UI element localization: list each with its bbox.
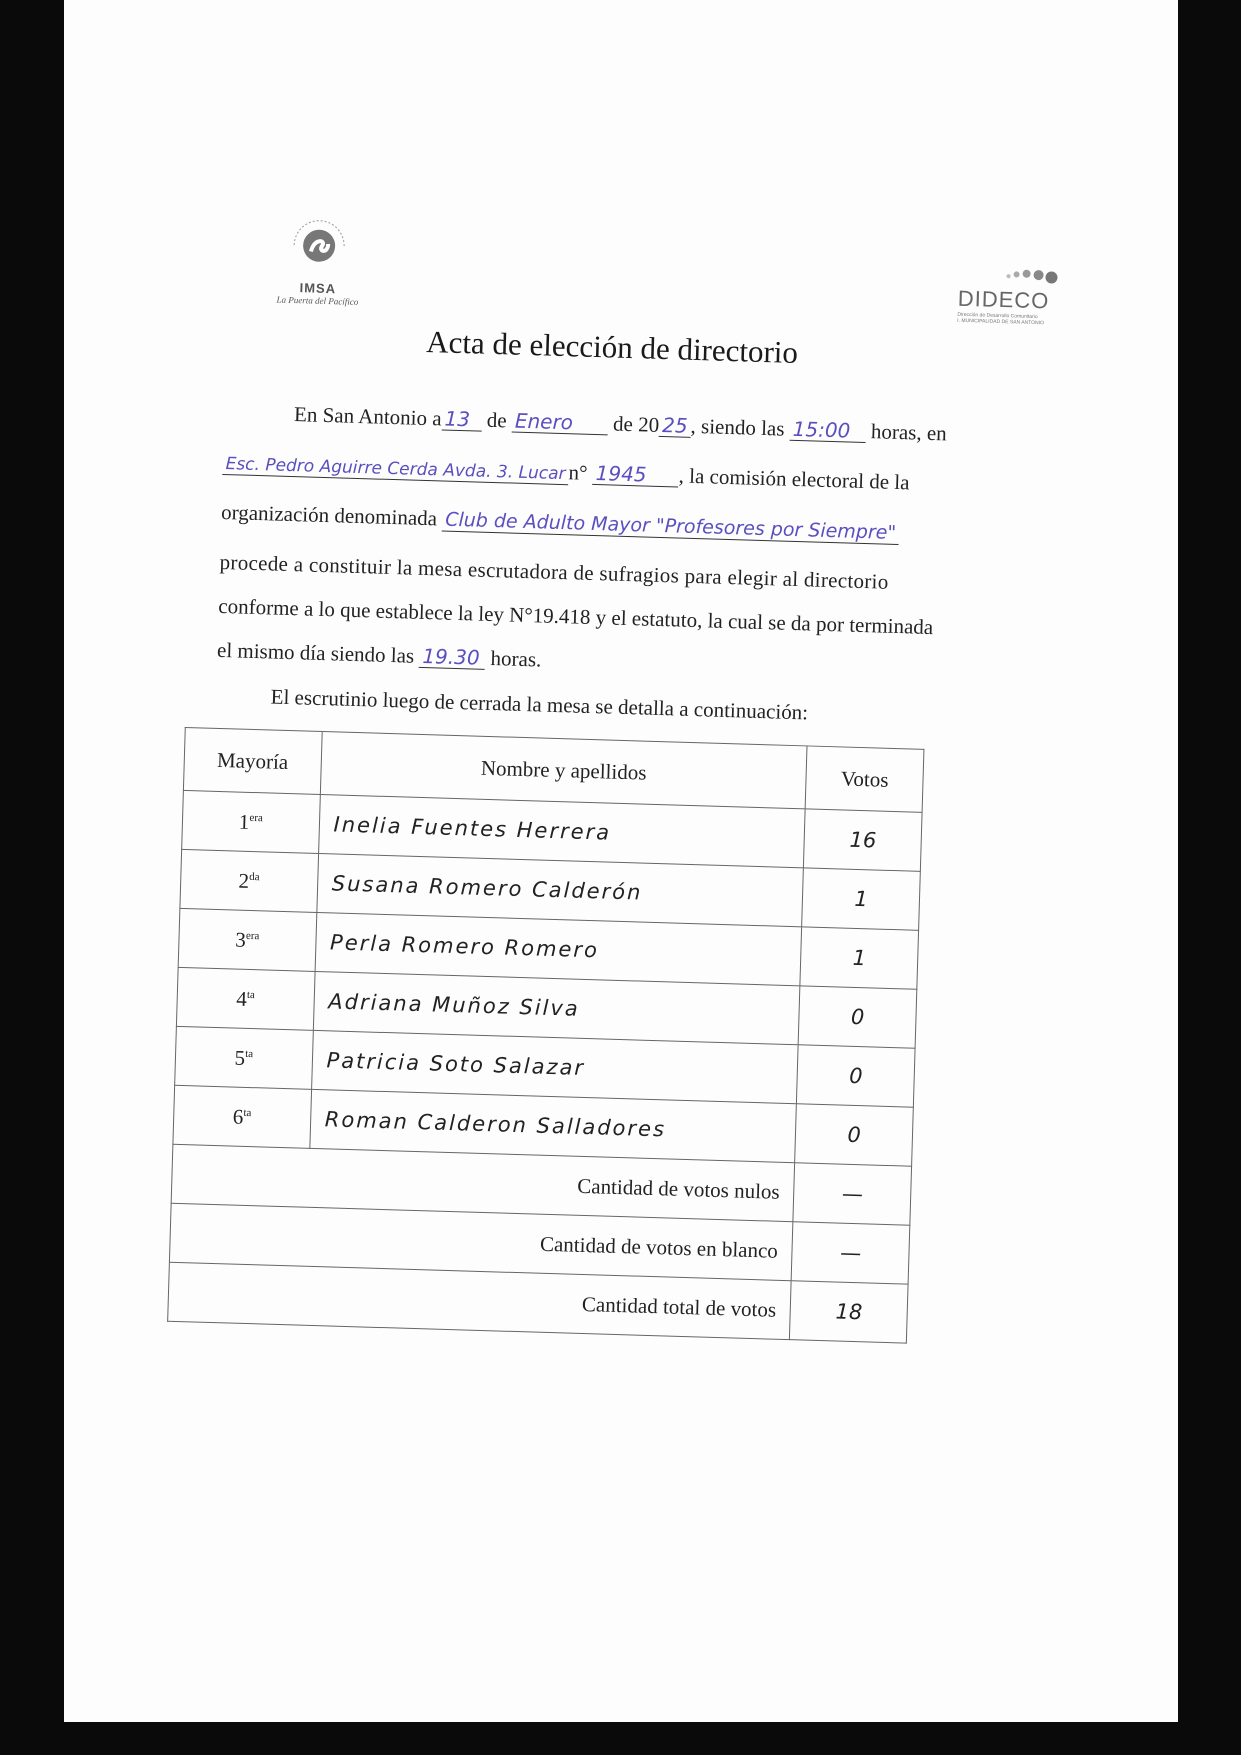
rank-cell — [182, 790, 320, 853]
month-field: Enero — [512, 410, 609, 436]
rank-suffix: ta — [243, 1106, 252, 1119]
end-time-field: 19.30 — [419, 645, 486, 670]
paragraph-line-2 — [222, 450, 910, 495]
dideco-dots-icon — [958, 265, 1068, 284]
text-fragment: de 20 — [612, 411, 660, 437]
null-votes-value: — — [793, 1163, 911, 1225]
street-number-field: 1945 — [592, 462, 679, 488]
rank-number: 6 — [232, 1104, 244, 1129]
imsa-logo — [257, 214, 380, 308]
candidate-name-cell: Roman Calderon Salladores — [309, 1089, 796, 1162]
rank-cell — [173, 1085, 311, 1148]
header-votos: Votos — [806, 746, 924, 812]
start-time-field: 15:00 — [789, 418, 866, 443]
null-votes-label: Cantidad de votos nulos — [171, 1144, 795, 1221]
header-nombre: Nombre y apellidos — [320, 732, 807, 809]
address-field: Esc. Pedro Aguirre Cerda Avda. 3. Lucar — [222, 455, 569, 485]
rank-number: 3 — [235, 927, 247, 952]
day-field: 13 — [441, 407, 482, 431]
candidate-name-cell: Perla Romero Romero — [315, 912, 802, 985]
candidate-name-cell: Susana Romero Calderón — [316, 853, 803, 926]
rank-cell — [176, 967, 314, 1030]
votes-cell: 16 — [804, 809, 922, 871]
paragraph-line-7: El escrutinio luego de cerrada la mesa se detalla a continuación: — [270, 684, 809, 725]
paragraph-line-6 — [217, 638, 542, 673]
candidate-name-cell: Adriana Muñoz Silva — [313, 971, 800, 1044]
text-fragment: de — [486, 407, 508, 433]
rank-cell — [175, 1026, 313, 1089]
paragraph-line-4: procede a constituir la mesa escrutadora de sufragios para elegir al directorio — [219, 549, 889, 594]
total-votes-value: 18 — [790, 1281, 908, 1343]
votes-cell: 0 — [795, 1104, 913, 1166]
paragraph-line-1 — [294, 402, 947, 446]
votes-cell: 1 — [800, 927, 918, 989]
text-fragment: n° — [568, 460, 588, 485]
text-fragment: organización denominada — [220, 499, 438, 531]
candidate-name-cell: Patricia Soto Salazar — [311, 1030, 798, 1103]
votes-cell: 0 — [797, 1045, 915, 1107]
header-mayoria: Mayoría — [183, 727, 321, 794]
organization-name-field: Club de Adulto Mayor "Profesores por Siempre" — [442, 510, 900, 545]
year-field: 25 — [659, 414, 691, 438]
paragraph-line-5: conforme a lo que establece la ley N°19.418 y el estatuto, la cual se da por terminada — [218, 593, 934, 640]
paragraph-line-3 — [221, 500, 900, 545]
rank-number: 5 — [234, 1045, 246, 1070]
rank-suffix: ta — [245, 1047, 254, 1060]
rank-number: 4 — [236, 986, 248, 1011]
text-fragment: el mismo día siendo las — [216, 637, 415, 668]
rank-number: 2 — [238, 868, 250, 893]
rank-suffix: era — [249, 811, 264, 824]
rank-suffix: da — [249, 870, 260, 883]
votes-cell: 0 — [799, 986, 917, 1048]
rank-number: 1 — [238, 809, 250, 834]
page-title: Acta de elección de directorio — [425, 323, 799, 370]
results-table — [167, 727, 924, 1344]
document-content — [36, 0, 1201, 1738]
document-page — [64, 0, 1178, 1722]
candidate-name-cell: Inelia Fuentes Herrera — [318, 794, 805, 867]
text-fragment: En San Antonio a — [293, 402, 442, 431]
text-fragment: , siendo las — [690, 413, 785, 441]
dideco-logo-text: DIDECO — [957, 285, 1050, 314]
dideco-sub-1: Dirección de Desarrollo Comunitario — [957, 311, 1038, 321]
blank-votes-label: Cantidad de votos en blanco — [169, 1203, 793, 1280]
imsa-logo-text: IMSA — [299, 280, 337, 297]
total-votes-label: Cantidad total de votos — [168, 1262, 792, 1339]
rank-cell — [178, 908, 316, 971]
rank-suffix: era — [245, 929, 260, 942]
dideco-logo — [957, 265, 1079, 328]
rank-cell — [180, 849, 318, 912]
imsa-slogan: La Puerta del Pacífico — [276, 294, 359, 307]
rank-suffix: ta — [246, 988, 256, 1001]
votes-cell: 1 — [802, 868, 920, 930]
text-fragment: horas. — [490, 646, 542, 672]
text-fragment: , la comisión electoral de la — [678, 463, 910, 495]
text-fragment: horas, en — [870, 419, 948, 446]
dideco-sub-2: I. MUNICIPALIDAD DE SAN ANTONIO — [957, 317, 1045, 327]
blank-votes-value: — — [792, 1222, 910, 1284]
imsa-seal-icon — [283, 215, 355, 277]
